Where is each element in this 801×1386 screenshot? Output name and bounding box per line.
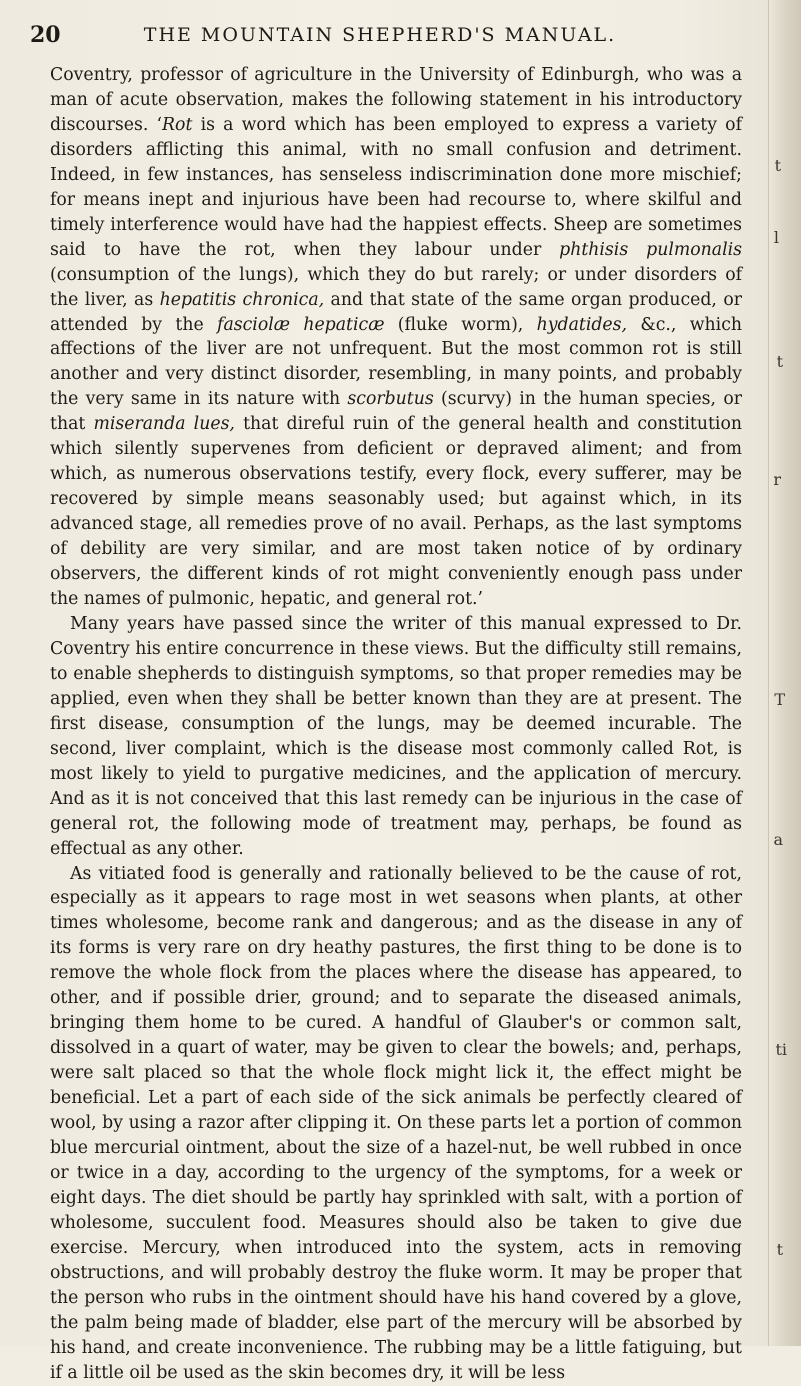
paragraph-1-text: and that state of the same organ produced, or attended by the [50, 289, 742, 335]
paragraph-1-text: (consumption of the lungs), which they do but rarely; or under disorders of the liver, as [50, 264, 742, 310]
term-miseranda: miseranda lues, [93, 414, 235, 435]
term-scorbutus: scorbutus [347, 389, 434, 410]
edge-glyph: r [773, 470, 781, 489]
paragraph-1-text: (scurvy) in the human species, or that [50, 389, 742, 435]
facing-page-edge [768, 0, 801, 1346]
paragraph-1-text: &c., which affections of the liver are not unfrequent. But the most common rot is still another and very distinct disorder, resembling, in many points, and probably the very same in its nature with [50, 314, 743, 410]
edge-glyph: T [774, 690, 785, 709]
edge-glyph: l [773, 228, 779, 247]
paragraph-2: Many years have passed since the writer of this manual expressed to Dr. Coventry his entire concurrence in these views. But the difficulty still remains, to enable shepherds to distinguish symptoms, so that proper remedies may be applied, even when they shall be better known than they are at present. The first disease, consumption of the lungs, may be deemed incurable. The second, liver complaint, which is the disease most commonly called Rot, is most likely to yield to purgative medicines, and the application of mercury. And as it is not conceived that this last remedy can be injurious in the case of general rot, the following mode of treatment may, perhaps, be found as effectual as any other. [50, 613, 742, 859]
page-number: 20 [30, 22, 61, 48]
body-text [50, 63, 743, 1383]
term-fasciolae: fasciolæ hepaticæ [217, 314, 385, 335]
term-phthisis: phthisis pulmonalis [559, 239, 742, 260]
edge-glyph: t [774, 156, 781, 175]
paragraph-1-text: is a word which has been employed to express a variety of disorders afflicting this animal, with no small confusion and detriment. Indeed, in few instances, has senseless indiscrimination done more mischief; for means inept and injurious have been had recourse to, where skilful and timely interference would have had the happiest effects. Sheep are sometimes said to have the rot, when they labour under [50, 114, 742, 260]
page-header [30, 22, 730, 50]
edge-glyph: ti [775, 1040, 787, 1059]
term-rot: Rot [162, 114, 193, 135]
paragraph-1-text: that direful ruin of the general health and constitution which silently supervenes from deficient or depraved aliment; and from which, as numerous observations testify, every flock, every sufferer, may be recovered by simple means seasonably used; but against which, in its advanced stage, all remedies prove of no avail. Perhaps, as the last symptoms of debility are very similar, and are most taken notice of by ordinary observers, the different kinds of rot might conveniently enough pass under the names of pulmonic, hepatic, and general rot.’ [50, 414, 742, 610]
term-hydatides: hydatides, [536, 314, 628, 335]
running-head: THE MOUNTAIN SHEPHERD'S MANUAL. [143, 24, 617, 46]
paragraph-3: As vitiated food is generally and rationally believed to be the cause of rot, especially as it appears to rage most in wet seasons when plants, at other times wholesome, become rank and dangerous; and as the disease in any of its forms is very rare on dry heathy pastures, the first thing to be done is to remove the whole flock from the places where the disease has appeared, to other, and if possible drier, ground; and to separate the diseased animals, bringing them home to be cured. A handful of Glauber's or common salt, dissolved in a quart of water, may be given to clear the bowels; and, perhaps, were salt placed so that the whole flock might lick it, the effect might be beneficial. Let a part of each side of the sick animals be perfectly cleared of wool, by using a razor after clipping it. On these parts let a portion of common blue mercurial ointment, about the size of a hazel-nut, be well rubbed in once or twice in a day, according to the urgency of the symptoms, for a week or eight days. The diet should be partly hay sprinkled with salt, with a portion of wholesome, succulent food. Measures should also be taken to give due exercise. Mercury, when introduced into the system, acts in removing obstructions, and will probably destroy the fluke worm. It may be proper that the person who rubs in the ointment should have his hand covered by a glove, the palm being made of bladder, else part of the mercury will be absorbed by his hand, and create inconvenience. The rubbing may be a little fatiguing, but if a little oil be used as the skin becomes dry, it will be less [50, 863, 742, 1383]
paragraph-1 [50, 63, 742, 612]
term-hepatitis: hepatitis chronica, [159, 289, 325, 310]
paragraph-1-text: (fluke worm), [384, 314, 537, 335]
paragraph-1-text: Coventry, professor of agriculture in the University of Edinburgh, who was a man of acute observation, makes the following statement in his introductory discourses. ‘ [50, 65, 742, 135]
edge-glyph: a [773, 830, 783, 849]
edge-glyph: t [776, 352, 783, 371]
edge-glyph: t [776, 1240, 783, 1259]
